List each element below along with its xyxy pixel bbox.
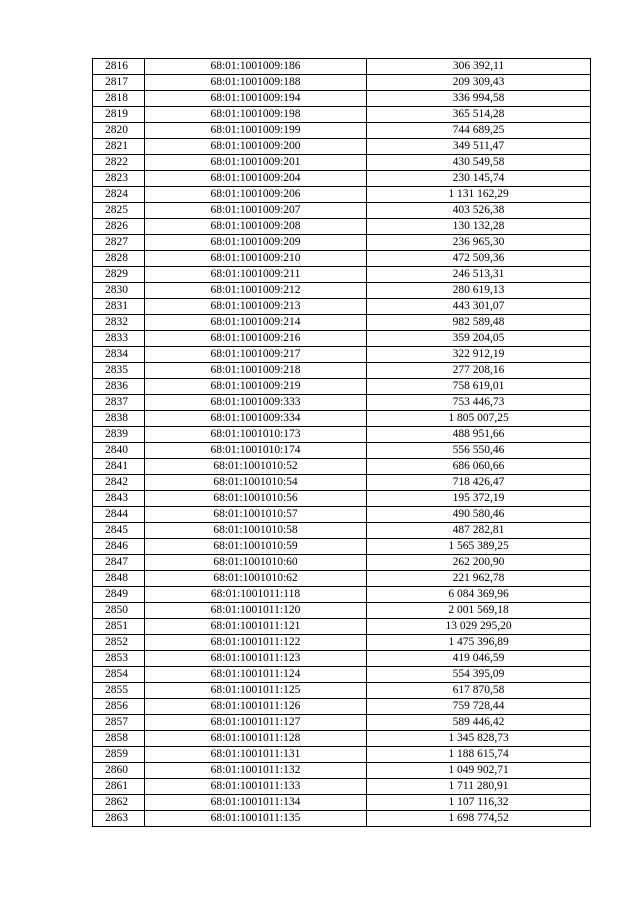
cadastral-number-cell: 68:01:1001009:334 [145,411,367,427]
cadastral-value-cell: 403 526,38 [367,203,591,219]
row-number-cell: 2826 [93,219,145,235]
cadastral-number-cell: 68:01:1001011:125 [145,683,367,699]
row-number-cell: 2828 [93,251,145,267]
table-row [93,107,591,123]
row-number-cell: 2817 [93,75,145,91]
table-row [93,763,591,779]
table-row [93,347,591,363]
cadastral-value-cell: 306 392,11 [367,59,591,75]
cadastral-number-cell: 68:01:1001011:121 [145,619,367,635]
cadastral-value-cell: 1 698 774,52 [367,811,591,827]
row-number-cell: 2844 [93,507,145,523]
cadastral-value-cell: 209 309,43 [367,75,591,91]
table-row [93,379,591,395]
table-row [93,603,591,619]
cadastral-number-cell: 68:01:1001009:214 [145,315,367,331]
row-number-cell: 2825 [93,203,145,219]
table-row [93,203,591,219]
cadastral-number-cell: 68:01:1001011:120 [145,603,367,619]
table-row [93,779,591,795]
table-row [93,411,591,427]
row-number-cell: 2839 [93,427,145,443]
cadastral-value-cell: 589 446,42 [367,715,591,731]
cadastral-number-cell: 68:01:1001011:124 [145,667,367,683]
row-number-cell: 2845 [93,523,145,539]
row-number-cell: 2821 [93,139,145,155]
table-row [93,395,591,411]
cadastral-value-cell: 1 345 828,73 [367,731,591,747]
table-row [93,315,591,331]
cadastral-number-cell: 68:01:1001010:57 [145,507,367,523]
table-row [93,251,591,267]
table-row [93,171,591,187]
table-row [93,283,591,299]
cadastral-number-cell: 68:01:1001011:118 [145,587,367,603]
row-number-cell: 2846 [93,539,145,555]
cadastral-number-cell: 68:01:1001010:62 [145,571,367,587]
cadastral-value-cell: 1 475 396,89 [367,635,591,651]
table-row [93,571,591,587]
row-number-cell: 2850 [93,603,145,619]
row-number-cell: 2849 [93,587,145,603]
row-number-cell: 2824 [93,187,145,203]
row-number-cell: 2816 [93,59,145,75]
row-number-cell: 2841 [93,459,145,475]
table-body [93,59,591,827]
table-row [93,811,591,827]
cadastral-value-cell: 130 132,28 [367,219,591,235]
cadastral-number-cell: 68:01:1001011:133 [145,779,367,795]
table-row [93,683,591,699]
cadastral-value-cell: 262 200,90 [367,555,591,571]
table-row [93,635,591,651]
cadastral-value-cell: 472 509,36 [367,251,591,267]
cadastral-value-cell: 758 619,01 [367,379,591,395]
table-row [93,731,591,747]
cadastral-value-cell: 488 951,66 [367,427,591,443]
row-number-cell: 2833 [93,331,145,347]
table-row [93,299,591,315]
table-row [93,747,591,763]
cadastral-number-cell: 68:01:1001009:218 [145,363,367,379]
table-row [93,795,591,811]
table-row [93,651,591,667]
table-row [93,667,591,683]
cadastral-number-cell: 68:01:1001010:52 [145,459,367,475]
row-number-cell: 2848 [93,571,145,587]
cadastral-number-cell: 68:01:1001010:173 [145,427,367,443]
cadastral-number-cell: 68:01:1001011:135 [145,811,367,827]
row-number-cell: 2827 [93,235,145,251]
row-number-cell: 2851 [93,619,145,635]
cadastral-value-cell: 322 912,19 [367,347,591,363]
table-row [93,155,591,171]
cadastral-value-cell: 236 965,30 [367,235,591,251]
cadastral-number-cell: 68:01:1001010:58 [145,523,367,539]
cadastral-number-cell: 68:01:1001010:60 [145,555,367,571]
cadastral-number-cell: 68:01:1001009:333 [145,395,367,411]
cadastral-number-cell: 68:01:1001011:132 [145,763,367,779]
table-row [93,555,591,571]
cadastral-value-cell: 1 049 902,71 [367,763,591,779]
row-number-cell: 2829 [93,267,145,283]
cadastral-value-cell: 359 204,05 [367,331,591,347]
table-row [93,619,591,635]
cadastral-number-cell: 68:01:1001010:174 [145,443,367,459]
table-row [93,539,591,555]
cadastral-value-cell: 221 962,78 [367,571,591,587]
cadastral-number-cell: 68:01:1001011:134 [145,795,367,811]
cadastral-number-cell: 68:01:1001010:59 [145,539,367,555]
cadastral-number-cell: 68:01:1001009:219 [145,379,367,395]
table-row [93,459,591,475]
cadastral-number-cell: 68:01:1001009:186 [145,59,367,75]
cadastral-value-cell: 686 060,66 [367,459,591,475]
table-row [93,139,591,155]
row-number-cell: 2860 [93,763,145,779]
cadastral-value-cell: 195 372,19 [367,491,591,507]
cadastral-number-cell: 68:01:1001009:199 [145,123,367,139]
table-row [93,331,591,347]
table-row [93,267,591,283]
cadastral-value-cell: 443 301,07 [367,299,591,315]
cadastral-number-cell: 68:01:1001009:204 [145,171,367,187]
table-row [93,587,591,603]
table-row [93,123,591,139]
cadastral-number-cell: 68:01:1001009:212 [145,283,367,299]
cadastral-number-cell: 68:01:1001009:188 [145,75,367,91]
cadastral-number-cell: 68:01:1001009:198 [145,107,367,123]
row-number-cell: 2830 [93,283,145,299]
row-number-cell: 2819 [93,107,145,123]
cadastral-number-cell: 68:01:1001011:127 [145,715,367,731]
table-row [93,91,591,107]
table-row [93,59,591,75]
row-number-cell: 2840 [93,443,145,459]
row-number-cell: 2837 [93,395,145,411]
row-number-cell: 2859 [93,747,145,763]
row-number-cell: 2852 [93,635,145,651]
row-number-cell: 2858 [93,731,145,747]
cadastral-value-cell: 419 046,59 [367,651,591,667]
row-number-cell: 2832 [93,315,145,331]
cadastral-value-table [92,58,591,827]
cadastral-value-cell: 744 689,25 [367,123,591,139]
table-row [93,187,591,203]
table-row [93,507,591,523]
cadastral-number-cell: 68:01:1001009:207 [145,203,367,219]
cadastral-value-cell: 246 513,31 [367,267,591,283]
cadastral-value-cell: 556 550,46 [367,443,591,459]
row-number-cell: 2857 [93,715,145,731]
table-row [93,363,591,379]
row-number-cell: 2853 [93,651,145,667]
cadastral-number-cell: 68:01:1001009:217 [145,347,367,363]
cadastral-number-cell: 68:01:1001010:54 [145,475,367,491]
cadastral-number-cell: 68:01:1001011:126 [145,699,367,715]
cadastral-number-cell: 68:01:1001010:56 [145,491,367,507]
cadastral-value-cell: 277 208,16 [367,363,591,379]
cadastral-value-cell: 1 131 162,29 [367,187,591,203]
cadastral-value-cell: 6 084 369,96 [367,587,591,603]
cadastral-number-cell: 68:01:1001009:201 [145,155,367,171]
cadastral-value-cell: 430 549,58 [367,155,591,171]
table-row [93,443,591,459]
row-number-cell: 2831 [93,299,145,315]
row-number-cell: 2862 [93,795,145,811]
cadastral-number-cell: 68:01:1001009:208 [145,219,367,235]
cadastral-number-cell: 68:01:1001009:194 [145,91,367,107]
row-number-cell: 2835 [93,363,145,379]
cadastral-value-cell: 617 870,58 [367,683,591,699]
row-number-cell: 2855 [93,683,145,699]
row-number-cell: 2847 [93,555,145,571]
row-number-cell: 2818 [93,91,145,107]
table-row [93,491,591,507]
table-row [93,715,591,731]
row-number-cell: 2838 [93,411,145,427]
cadastral-number-cell: 68:01:1001009:210 [145,251,367,267]
table-row [93,219,591,235]
cadastral-value-cell: 349 511,47 [367,139,591,155]
cadastral-value-cell: 982 589,48 [367,315,591,331]
cadastral-value-cell: 230 145,74 [367,171,591,187]
cadastral-value-cell: 554 395,09 [367,667,591,683]
cadastral-number-cell: 68:01:1001011:131 [145,747,367,763]
cadastral-number-cell: 68:01:1001009:200 [145,139,367,155]
cadastral-value-cell: 1 565 389,25 [367,539,591,555]
cadastral-number-cell: 68:01:1001011:122 [145,635,367,651]
table-row [93,699,591,715]
cadastral-value-cell: 718 426,47 [367,475,591,491]
cadastral-number-cell: 68:01:1001009:211 [145,267,367,283]
cadastral-value-cell: 1 711 280,91 [367,779,591,795]
row-number-cell: 2834 [93,347,145,363]
cadastral-value-cell: 1 107 116,32 [367,795,591,811]
cadastral-number-cell: 68:01:1001009:216 [145,331,367,347]
cadastral-value-cell: 2 001 569,18 [367,603,591,619]
cadastral-number-cell: 68:01:1001009:213 [145,299,367,315]
table-row [93,75,591,91]
cadastral-value-cell: 280 619,13 [367,283,591,299]
row-number-cell: 2863 [93,811,145,827]
cadastral-value-cell: 13 029 295,20 [367,619,591,635]
cadastral-value-cell: 365 514,28 [367,107,591,123]
row-number-cell: 2822 [93,155,145,171]
cadastral-value-cell: 490 580,46 [367,507,591,523]
cadastral-value-cell: 1 188 615,74 [367,747,591,763]
row-number-cell: 2823 [93,171,145,187]
row-number-cell: 2856 [93,699,145,715]
cadastral-number-cell: 68:01:1001009:206 [145,187,367,203]
row-number-cell: 2820 [93,123,145,139]
table-row [93,427,591,443]
row-number-cell: 2836 [93,379,145,395]
table-row [93,523,591,539]
cadastral-value-cell: 487 282,81 [367,523,591,539]
table-row [93,475,591,491]
cadastral-number-cell: 68:01:1001011:128 [145,731,367,747]
row-number-cell: 2854 [93,667,145,683]
cadastral-number-cell: 68:01:1001009:209 [145,235,367,251]
cadastral-value-cell: 336 994,58 [367,91,591,107]
row-number-cell: 2843 [93,491,145,507]
cadastral-number-cell: 68:01:1001011:123 [145,651,367,667]
cadastral-value-cell: 753 446,73 [367,395,591,411]
cadastral-value-cell: 759 728,44 [367,699,591,715]
row-number-cell: 2842 [93,475,145,491]
cadastral-value-cell: 1 805 007,25 [367,411,591,427]
table-row [93,235,591,251]
row-number-cell: 2861 [93,779,145,795]
